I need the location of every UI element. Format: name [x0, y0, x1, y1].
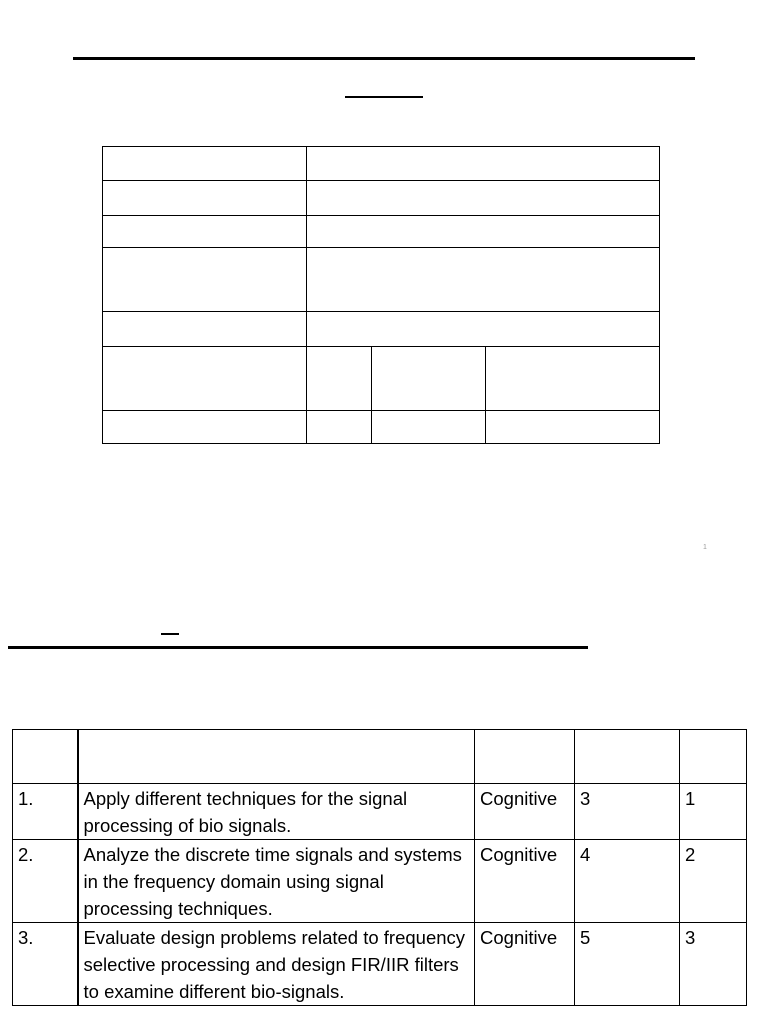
- info-column-divider: [485, 346, 486, 443]
- outcome-number: 2.: [13, 840, 78, 923]
- header-cell: [475, 730, 575, 784]
- info-row-divider: [103, 346, 659, 347]
- info-row-divider: [103, 215, 659, 216]
- outcome-description: Analyze the discrete time signals and systems in the frequency domain using signal processing techniques.: [78, 840, 475, 923]
- outcome-po: 2: [680, 840, 747, 923]
- header-cell: [680, 730, 747, 784]
- subtitle-rule: [345, 96, 423, 98]
- outcome-level: 4: [575, 840, 680, 923]
- course-outcomes-table: [12, 729, 747, 1006]
- section-rule: [8, 646, 588, 649]
- info-column-divider: [371, 346, 372, 443]
- outcome-domain: Cognitive: [475, 840, 575, 923]
- outcome-description: Evaluate design problems related to frequency selective processing and design FIR/IIR filters to examine different bio-signals.: [78, 923, 475, 1006]
- info-row-divider: [103, 311, 659, 312]
- outcome-level: 3: [575, 784, 680, 840]
- header-cell: [13, 730, 78, 784]
- table-row: [13, 923, 747, 1006]
- outcome-number: 3.: [13, 923, 78, 1006]
- info-row-divider: [103, 180, 659, 181]
- outcome-po: 1: [680, 784, 747, 840]
- outcome-number: 1.: [13, 784, 78, 840]
- header-cell: [575, 730, 680, 784]
- page-number: 1: [703, 544, 707, 551]
- info-row-divider: [103, 410, 659, 411]
- outcome-domain: Cognitive: [475, 784, 575, 840]
- info-row-divider: [103, 247, 659, 248]
- table-row: [13, 784, 747, 840]
- table-header-row: [13, 730, 747, 784]
- outcome-po: 3: [680, 923, 747, 1006]
- table-row: [13, 840, 747, 923]
- outcome-level: 5: [575, 923, 680, 1006]
- outcome-domain: Cognitive: [475, 923, 575, 1006]
- header-cell: [78, 730, 475, 784]
- top-title-rule: [73, 57, 695, 60]
- info-column-divider: [306, 147, 307, 443]
- course-info-table: [102, 146, 660, 444]
- outcome-description: Apply different techniques for the signal processing of bio signals.: [78, 784, 475, 840]
- section-heading-rule: [161, 633, 179, 635]
